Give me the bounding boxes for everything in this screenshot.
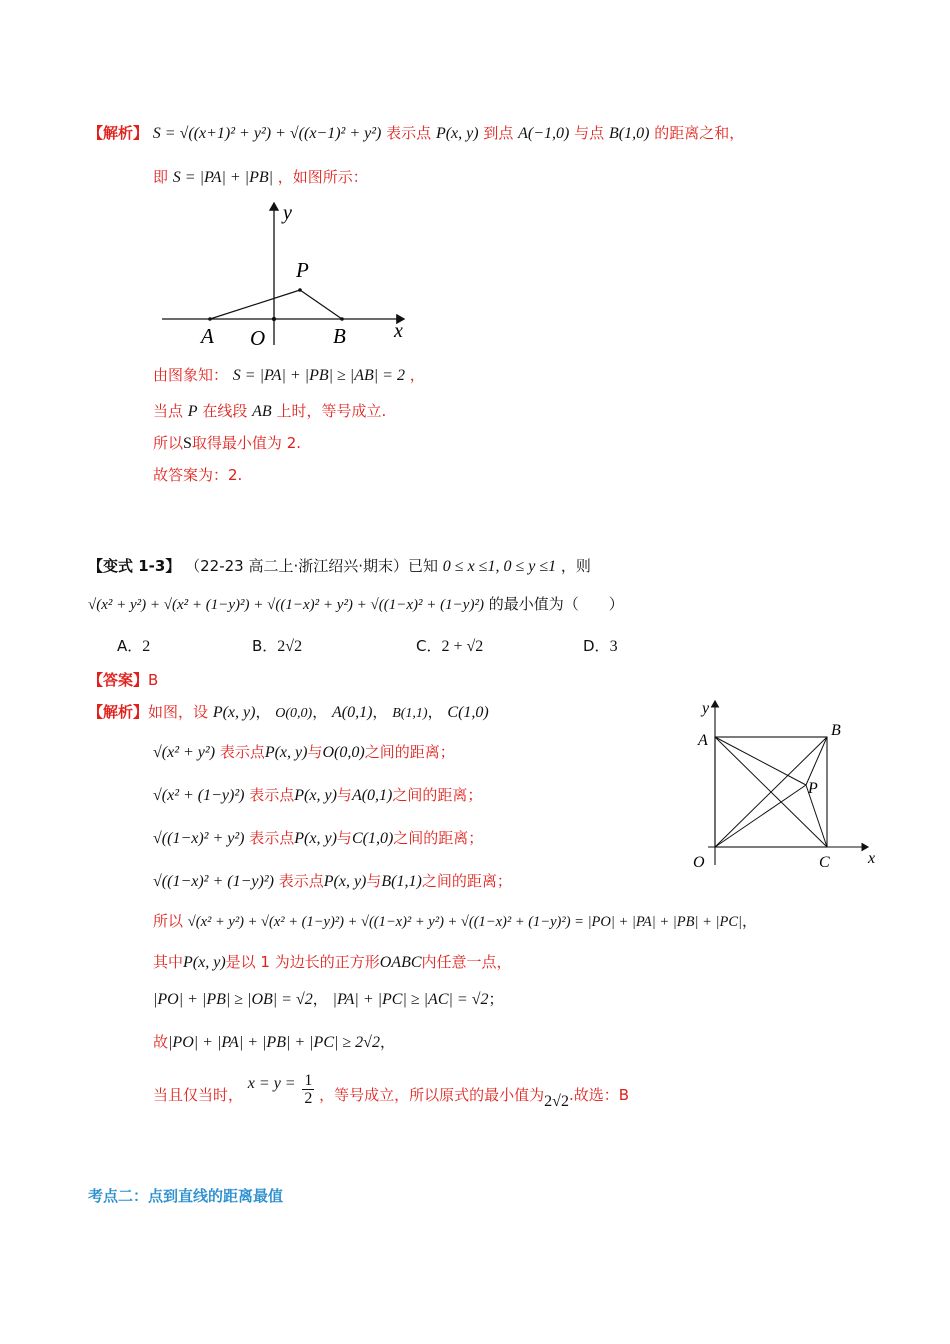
variant-expression-line: √(x² + y²) + √(x² + (1−y)²) + √((1−x)² + y²) + √((1−x)² + (1−y)²) 的最小值为（ ） [88,595,624,613]
segment-po [715,785,806,847]
therefore-line: 故|PO| + |PA| + |PB| + |PC| ≥ 2√2， [153,1033,395,1051]
distance-line-c: √((1−x)² + y²) 表示点P(x, y)与C(1,0)之间的距离； [153,829,484,847]
a-label: A [201,324,214,348]
o-label: O [693,854,705,871]
variant-header: 【变式 1-3】 （22-23 高二上·浙江绍兴·期末）已知 0 ≤ x ≤1, 0 ≤ y ≤1 ，则 [88,557,591,575]
section-heading: 考点二：点到直线的距离最值 [88,1187,284,1205]
p-label: P [808,780,818,797]
fraction-half: $\frac{1}{2}$ [304,1072,313,1107]
figure2-square-diagram [680,695,880,875]
variant-tag: 【变式 1-3】 [88,557,181,575]
segment-pb [300,290,342,319]
y-label: y [702,700,710,717]
distance-line-o: √(x² + y²) 表示点P(x, y)与O(0,0)之间的距离； [153,743,455,761]
variant-expression: √(x² + y²) + √(x² + (1−y)²) + √((1−x)² + y²) + √((1−x)² + (1−y)²) [88,597,484,613]
p-label: P [296,258,309,282]
c-label: C [819,854,830,871]
distance-line-a: √(x² + (1−y)²) 表示点P(x, y)与A(0,1)之间的距离； [153,786,483,804]
inequality-line: |PO| + |PB| ≥ |OB| = √2， |PA| + |PC| ≥ |AC| = √2； [153,990,504,1008]
where-line: 其中P(x, y)是以 1 为边长的正方形OABC内任意一点， [153,953,512,971]
final-line: 当且仅当时， x = y = $\frac{1}{2}$ ，等号成立，所以原式的最小值为2√2.故选：B [153,1072,630,1110]
answer-line [88,669,158,690]
point-a [208,317,212,321]
option-d: D．3 [583,637,618,655]
point-b [340,317,344,321]
point-o [272,317,276,321]
segment-pb [806,737,827,785]
option-a: A．2 [117,637,151,655]
a-label: A [698,732,708,749]
b-label: B [831,722,841,739]
b-label: B [333,324,346,348]
x-label: x [394,320,403,342]
option-c: C．2 + √2 [416,637,484,655]
y-label: y [283,202,292,224]
point-p [298,288,302,292]
analysis1-line2: 即 S = |PA| + |PB| ，如图所示： [153,168,368,186]
answer-tag: 【答案】 [88,671,149,689]
analysis1-result: 由图象知： S = |PA| + |PB| ≥ |AB| = 2 ， [153,366,425,384]
analysis1-line1: 【解析】 S = √((x+1)² + y²) + √((x−1)² + y²) 表示点 P(x, y) 到点 A(−1,0) 与点 B(1,0) 的距离之和， [88,124,745,142]
x-label: x [868,850,876,867]
sum-line: 所以 √(x² + y²) + √(x² + (1−y)²) + √((1−x)² + y²) + √((1−x)² + (1−y)²) = |PO| + |PA| + |PB| + |PC|， [153,912,757,930]
analysis1-min: 所以S取得最小值为 2. [153,434,302,452]
o-label: O [250,326,266,350]
analysis-tag: 【解析】 [88,124,149,142]
figure1-axes-diagram [150,195,420,355]
sum-formula: √(x² + y²) + √(x² + (1−y)²) + √((1−x)² + y²) + √((1−x)² + (1−y)²) = |PO| + |PA| + |PB| + |PC| [187,914,742,930]
segment-pa [715,737,806,785]
segment-pa [210,290,300,319]
analysis1-equality: 当点 P 在线段 AB 上时，等号成立. [153,402,387,420]
analysis2-intro: 【解析】如图，设 P(x, y)， O(0,0)， A(0,1)， B(1,1)， C(1,0) [88,703,489,721]
option-b: B．2√2 [252,637,303,655]
answer-value: B [148,671,159,689]
distance-sum-formula: S = √((x+1)² + y²) + √((x−1)² + y²) [152,125,382,142]
analysis1-answer: 故答案为：2. [153,466,243,484]
distance-line-b: √((1−x)² + (1−y)²) 表示点P(x, y)与B(1,1)之间的距离； [153,872,512,890]
